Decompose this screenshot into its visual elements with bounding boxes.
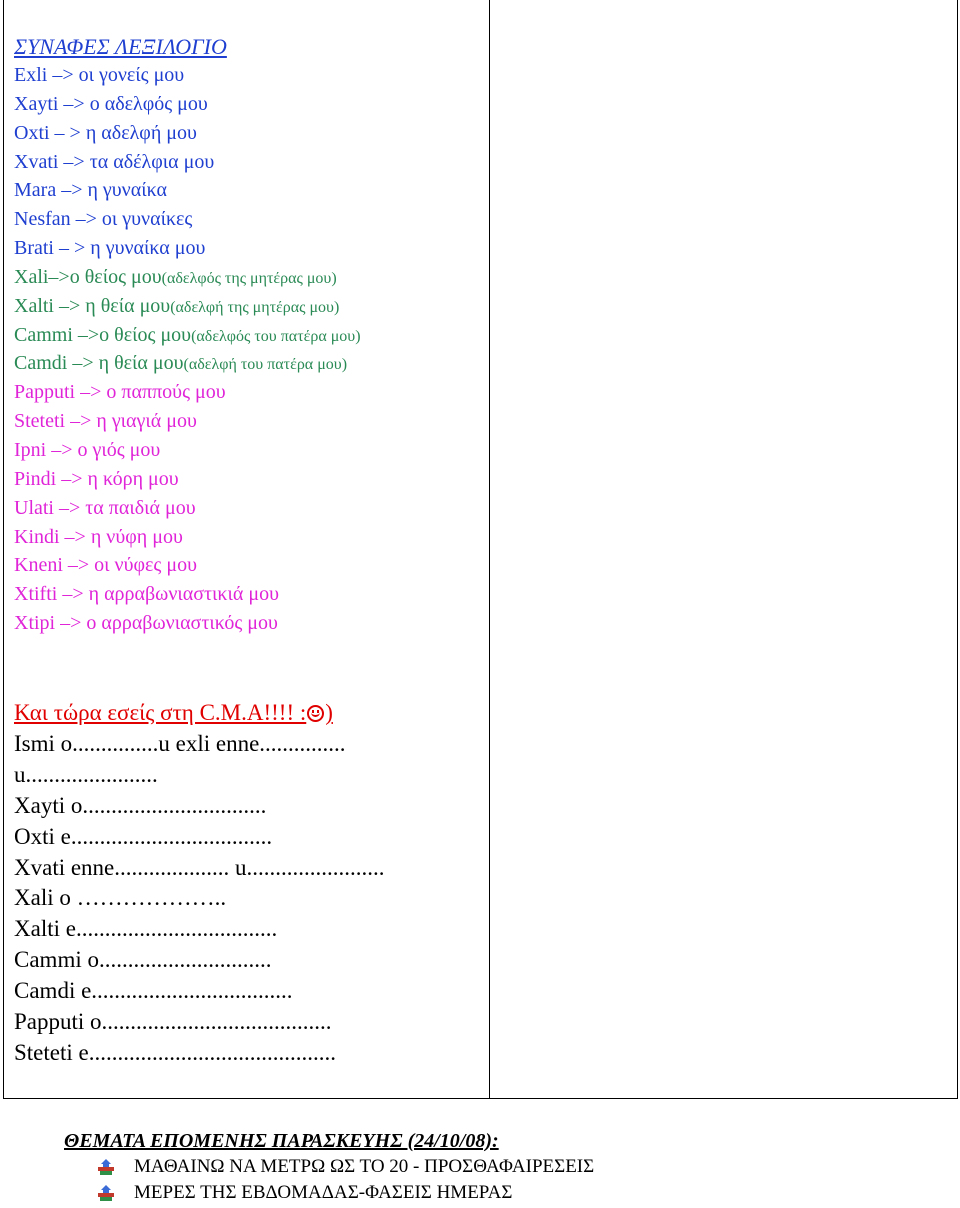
exercise-list: [14, 729, 484, 1069]
vocabulary-section: [14, 33, 484, 638]
vocabulary-item: [14, 349, 484, 378]
vocabulary-item: [14, 609, 484, 638]
vocabulary-word: Xayti –> ο αδελφός μου: [14, 92, 208, 115]
vocabulary-item: [14, 551, 484, 580]
next-topic-label: ΜΑΘΑΙΝΩ ΝΑ ΜΕΤΡΩ ΩΣ ΤΟ 20 - ΠΡΟΣΘΑΦΑΙΡΕΣΕΙΣ: [134, 1156, 595, 1177]
colored-arrow-bullet-icon: [98, 1159, 114, 1175]
vocabulary-item: [14, 148, 484, 177]
exercise-line: Xayti o................................: [14, 792, 267, 818]
exercise-line: u.......................: [14, 761, 158, 787]
vocabulary-word: Papputi –> ο παππούς μου: [14, 381, 226, 404]
exercise-title-end: ): [325, 700, 333, 725]
next-topic-item: [64, 1154, 944, 1180]
vocabulary-item: [14, 90, 484, 119]
vocabulary-word: Brati – > η γυναίκα μου: [14, 237, 206, 260]
vocabulary-word: Steteti –> η γιαγιά μου: [14, 410, 197, 433]
vocabulary-note: (αδελφός της μητέρας μου): [161, 269, 337, 287]
vocabulary-word: Xali–>ο θείος μου: [14, 265, 162, 288]
vocabulary-item: [14, 580, 484, 609]
colored-arrow-bullet-icon: [98, 1185, 114, 1201]
vocabulary-item: [14, 494, 484, 523]
vocabulary-note: (αδελφός του πατέρα μου): [191, 327, 361, 345]
exercise-section: [14, 697, 484, 1069]
vocabulary-word: Oxti – > η αδελφή μου: [14, 121, 197, 144]
vocabulary-item: [14, 378, 484, 407]
exercise-line: Xvati enne.................... u........................: [14, 854, 385, 880]
next-topic-label: ΜΕΡΕΣ ΤΗΣ ΕΒΔΟΜΑΔΑΣ-ΦΑΣΕΙΣ ΗΜΕΡΑΣ: [134, 1182, 513, 1203]
vocabulary-item: [14, 119, 484, 148]
vocabulary-list: [14, 61, 484, 638]
next-topic-item: [64, 1180, 944, 1206]
exercise-line: Steteti e...........................................: [14, 1039, 336, 1065]
vocabulary-word: Nesfan –> οι γυναίκες: [14, 208, 193, 231]
vocabulary-item: [14, 436, 484, 465]
exercise-line: Oxti e...................................: [14, 823, 273, 849]
exercise-line: Ismi o...............u exli enne...............: [14, 731, 346, 756]
vocabulary-word: Pindi –> η κόρη μου: [14, 467, 179, 490]
vocabulary-note: (αδελφή της μητέρας μου): [170, 298, 340, 316]
vocabulary-word: Cammi –>ο θείος μου: [14, 323, 192, 346]
vocabulary-item: [14, 234, 484, 263]
next-topics-section: [64, 1128, 944, 1206]
next-topics-heading: ΘΕΜΑΤΑ ΕΠΟΜΕΝΗΣ ΠΑΡΑΣΚΕΥΗΣ (24/10/08):: [64, 1130, 499, 1152]
exercise-line: Camdi e...................................: [14, 978, 293, 1004]
vocabulary-word: Xtipi –> ο αρραβωνιαστικός μου: [14, 612, 278, 635]
vocabulary-word: Xtifti –> η αρραβωνιαστικιά μου: [14, 583, 279, 606]
vocabulary-word: Kneni –> οι νύφες μου: [14, 554, 197, 577]
vocabulary-word: Xvati –> τα αδέλφια μου: [14, 150, 215, 173]
vocabulary-heading: ΣΥΝΑΦΕΣ ΛΕΞΙΛΟΓΙΟ: [14, 34, 227, 59]
exercise-line: Cammi o..............................: [14, 947, 272, 973]
exercise-title: [14, 697, 484, 729]
vocabulary-item: [14, 465, 484, 494]
vocabulary-item: [14, 263, 484, 292]
exercise-line: Xali o ………………..: [14, 885, 227, 911]
vocabulary-item: [14, 61, 484, 90]
vocabulary-note: (αδελφή του πατέρα μου): [183, 356, 348, 374]
vocabulary-item: [14, 292, 484, 321]
vocabulary-item: [14, 523, 484, 552]
vocabulary-item: [14, 205, 484, 234]
vocabulary-word: Mara –> η γυναίκα: [14, 179, 167, 202]
vocabulary-word: Xalti –> η θεία μου: [14, 294, 171, 317]
vocabulary-word: Kindi –> η νύφη μου: [14, 525, 183, 548]
smiley-face-icon: [307, 705, 324, 722]
vocabulary-word: Ulati –> τα παιδιά μου: [14, 496, 196, 519]
next-topics-list: [64, 1154, 944, 1206]
vocabulary-word: Exli –> οι γονείς μου: [14, 64, 185, 86]
vocabulary-word: Ipni –> ο γιός μου: [14, 438, 161, 461]
vocabulary-word: Camdi –> η θεία μου: [14, 352, 184, 375]
exercise-line: Papputi o........................................: [14, 1009, 332, 1035]
vocabulary-item: [14, 176, 484, 205]
column-divider: [489, 0, 490, 1099]
vocabulary-item: [14, 321, 484, 350]
vocabulary-item: [14, 407, 484, 436]
exercise-line: Xalti e...................................: [14, 916, 278, 942]
exercise-title-text: Και τώρα εσείς στη C.M.A!!!! :: [14, 700, 307, 725]
